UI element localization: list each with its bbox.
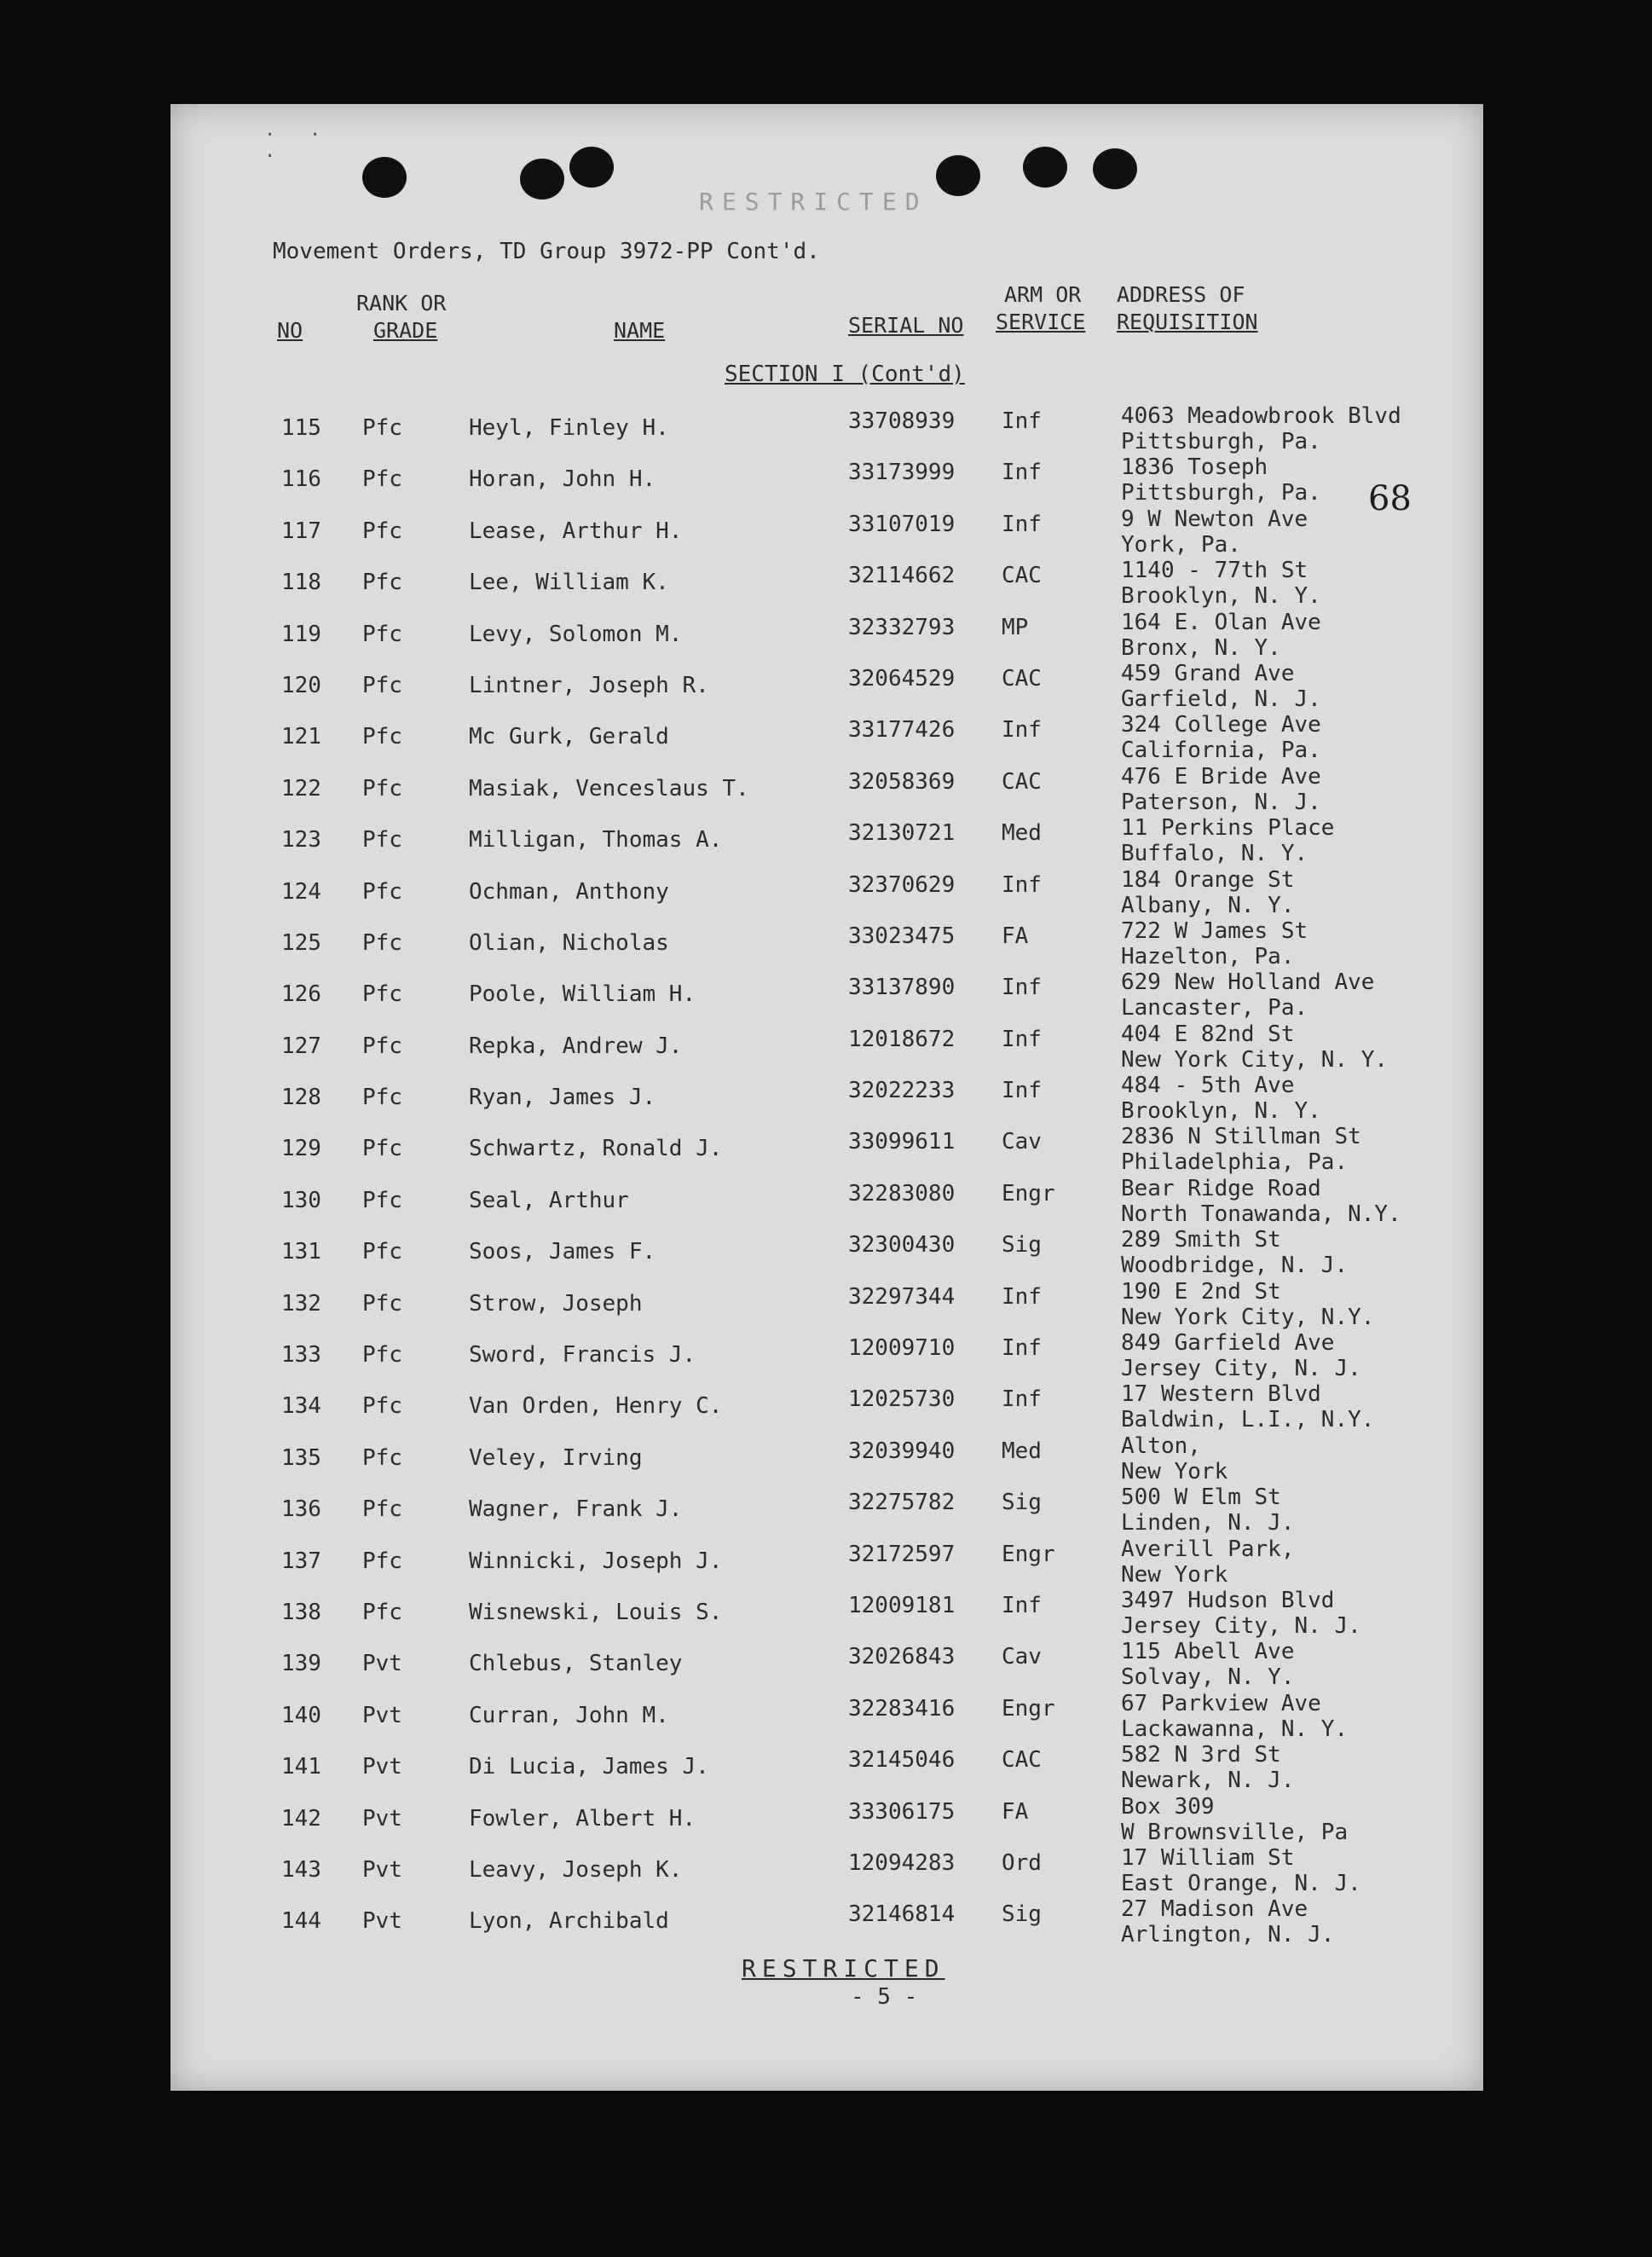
row-serial: 32064529 <box>848 665 956 692</box>
column-header-name-text: NAME <box>614 318 666 343</box>
row-name: Ryan, James J. <box>469 1085 656 1111</box>
row-rank: Pfc <box>362 1033 402 1059</box>
row-number: 117 <box>281 518 321 544</box>
row-address-line1: 11 Perkins Place <box>1121 815 1335 842</box>
column-header-rank-line1: RANK OR <box>356 291 447 315</box>
row-rank: Pvt <box>362 1805 402 1832</box>
row-address-line2: York, Pa. <box>1121 531 1241 558</box>
row-serial: 12009710 <box>848 1335 956 1362</box>
row-name: Van Orden, Henry C. <box>469 1393 723 1420</box>
punch-hole <box>520 159 564 200</box>
row-address-line2: Philadelphia, Pa. <box>1121 1149 1349 1176</box>
row-address-line2: Jersey City, N. J. <box>1121 1356 1361 1382</box>
row-address-line1: 1836 Toseph <box>1121 454 1268 481</box>
row-rank: Pvt <box>362 1908 402 1935</box>
row-name: Lee, William K. <box>469 570 669 596</box>
row-address-line2: Lancaster, Pa. <box>1121 995 1308 1021</box>
row-serial: 32114662 <box>848 563 956 589</box>
row-address-line2: California, Pa. <box>1121 738 1321 764</box>
row-number: 144 <box>281 1908 321 1935</box>
row-address-line1: 849 Garfield Ave <box>1121 1330 1335 1357</box>
row-address-line2: Solvay, N. Y. <box>1121 1664 1295 1691</box>
column-header-rank-line2: GRADE <box>373 318 438 343</box>
row-name: Horan, John H. <box>469 466 656 493</box>
row-number: 119 <box>281 621 321 647</box>
row-arm-service: Cav <box>1002 1644 1042 1670</box>
row-address-line2: East Orange, N. J. <box>1121 1870 1361 1896</box>
column-header-address-line1: ADDRESS OF <box>1117 282 1245 307</box>
row-arm-service: Sig <box>1002 1232 1042 1259</box>
row-serial: 32022233 <box>848 1078 956 1104</box>
row-name: Poole, William H. <box>469 981 696 1008</box>
row-arm-service: Inf <box>1002 1283 1042 1310</box>
row-serial: 33099611 <box>848 1129 956 1155</box>
row-number: 130 <box>281 1187 321 1213</box>
row-number: 133 <box>281 1342 321 1369</box>
row-address-line1: 115 Abell Ave <box>1121 1639 1295 1665</box>
row-number: 121 <box>281 724 321 750</box>
row-number: 137 <box>281 1548 321 1574</box>
row-number: 128 <box>281 1085 321 1111</box>
table-row <box>170 1742 1483 1805</box>
column-header-name <box>614 317 665 344</box>
row-address-line2: Brooklyn, N. Y. <box>1121 583 1321 610</box>
row-number: 136 <box>281 1496 321 1523</box>
table-row <box>170 1227 1483 1290</box>
row-address-line2: Jersey City, N. J. <box>1121 1612 1361 1639</box>
table-row <box>170 403 1483 466</box>
column-header-no-text: NO <box>277 318 303 343</box>
row-address-line2: Hazelton, Pa. <box>1121 943 1295 969</box>
table-row <box>170 1175 1483 1239</box>
row-arm-service: Inf <box>1002 871 1042 898</box>
row-rank: Pfc <box>362 1239 402 1265</box>
row-arm-service: Inf <box>1002 1592 1042 1618</box>
row-serial: 32297344 <box>848 1283 956 1310</box>
row-arm-service: Sig <box>1002 1901 1042 1928</box>
row-arm-service: CAC <box>1002 768 1042 795</box>
row-serial: 12025730 <box>848 1386 956 1413</box>
row-arm-service: Sig <box>1002 1490 1042 1516</box>
row-rank: Pfc <box>362 724 402 750</box>
row-rank: Pvt <box>362 1651 402 1677</box>
row-number: 123 <box>281 827 321 854</box>
row-address-line1: 324 College Ave <box>1121 712 1321 738</box>
row-name: Ochman, Anthony <box>469 878 669 905</box>
row-address-line2: Arlington, N. J. <box>1121 1922 1335 1948</box>
row-number: 132 <box>281 1290 321 1317</box>
row-address-line2: Albany, N. Y. <box>1121 892 1295 918</box>
row-name: Wisnewski, Louis S. <box>469 1599 723 1625</box>
row-address-line2: W Brownsville, Pa <box>1121 1819 1349 1845</box>
punch-hole <box>1093 148 1137 189</box>
row-serial: 32283080 <box>848 1180 956 1207</box>
punch-hole <box>1023 147 1067 188</box>
row-number: 125 <box>281 929 321 956</box>
row-serial: 32026843 <box>848 1644 956 1670</box>
row-rank: Pvt <box>362 1702 402 1728</box>
row-serial: 32300430 <box>848 1232 956 1259</box>
row-name: Lyon, Archibald <box>469 1908 669 1935</box>
row-address-line2: Woodbridge, N. J. <box>1121 1253 1349 1279</box>
punch-hole <box>569 147 614 188</box>
row-rank: Pfc <box>362 518 402 544</box>
row-rank: Pfc <box>362 1393 402 1420</box>
row-address-line2: Newark, N. J. <box>1121 1768 1295 1794</box>
page-number: - 5 - <box>851 1984 918 2010</box>
table-row <box>170 1690 1483 1754</box>
row-arm-service: Inf <box>1002 1386 1042 1413</box>
row-number: 127 <box>281 1033 321 1059</box>
row-rank: Pfc <box>362 878 402 905</box>
row-serial: 32130721 <box>848 820 956 847</box>
row-number: 122 <box>281 775 321 802</box>
row-address-line1: Box 309 <box>1121 1793 1215 1820</box>
row-address-line1: 404 E 82nd St <box>1121 1021 1295 1047</box>
row-number: 139 <box>281 1651 321 1677</box>
row-serial: 33107019 <box>848 511 956 537</box>
row-address-line2: New York City, N. Y. <box>1121 1046 1389 1073</box>
row-address-line2: Buffalo, N. Y. <box>1121 841 1308 867</box>
row-number: 135 <box>281 1444 321 1471</box>
row-arm-service: Inf <box>1002 1335 1042 1362</box>
row-address-line1: 2836 N Stillman St <box>1121 1124 1361 1150</box>
row-name: Masiak, Venceslaus T. <box>469 775 749 802</box>
row-number: 118 <box>281 570 321 596</box>
row-number: 142 <box>281 1805 321 1832</box>
row-rank: Pvt <box>362 1754 402 1780</box>
row-serial: 32146814 <box>848 1901 956 1928</box>
column-header-arm-line1: ARM OR <box>1004 282 1082 307</box>
row-serial: 32332793 <box>848 614 956 640</box>
row-serial: 12018672 <box>848 1026 956 1052</box>
row-arm-service: FA <box>1002 1798 1029 1825</box>
row-arm-service: Inf <box>1002 1078 1042 1104</box>
row-address-line1: Alton, <box>1121 1432 1201 1459</box>
row-number: 116 <box>281 466 321 493</box>
row-address-line2: New York City, N.Y. <box>1121 1304 1375 1330</box>
row-number: 143 <box>281 1856 321 1883</box>
row-rank: Pfc <box>362 1548 402 1574</box>
row-number: 120 <box>281 672 321 698</box>
row-arm-service: Inf <box>1002 717 1042 744</box>
row-number: 115 <box>281 415 321 441</box>
row-address-line1: 629 New Holland Ave <box>1121 969 1375 996</box>
row-address-line1: 722 W James St <box>1121 917 1308 944</box>
row-name: Heyl, Finley H. <box>469 415 669 441</box>
row-address-line1: 1140 - 77th St <box>1121 558 1308 584</box>
row-arm-service: Med <box>1002 1438 1042 1464</box>
movement-orders-title: Movement Orders, TD Group 3972-PP Cont'd. <box>273 239 820 264</box>
row-serial: 33177426 <box>848 717 956 744</box>
column-header-address-line2: REQUISITION <box>1117 310 1258 334</box>
row-address-line1: 582 N 3rd St <box>1121 1742 1281 1768</box>
row-arm-service: Ord <box>1002 1849 1042 1876</box>
row-address-line2: Baldwin, L.I., N.Y. <box>1121 1407 1375 1433</box>
row-rank: Pfc <box>362 1496 402 1523</box>
row-rank: Pfc <box>362 827 402 854</box>
row-address-line1: 27 Madison Ave <box>1121 1896 1308 1923</box>
row-serial: 12009181 <box>848 1592 956 1618</box>
row-address-line2: New York <box>1121 1458 1228 1484</box>
row-number: 140 <box>281 1702 321 1728</box>
row-arm-service: Inf <box>1002 511 1042 537</box>
row-name: Strow, Joseph <box>469 1290 643 1317</box>
margin-marks: . . . <box>264 119 321 162</box>
row-number: 134 <box>281 1393 321 1420</box>
row-address-line1: 4063 Meadowbrook Blvd <box>1121 403 1401 429</box>
row-address-line1: 500 W Elm St <box>1121 1484 1281 1511</box>
row-name: Lease, Arthur H. <box>469 518 683 544</box>
row-name: Leavy, Joseph K. <box>469 1856 683 1883</box>
table-row <box>170 1381 1483 1444</box>
row-serial: 33173999 <box>848 460 956 486</box>
row-rank: Pfc <box>362 1599 402 1625</box>
row-name: Mc Gurk, Gerald <box>469 724 669 750</box>
row-address-line1: 476 E Bride Ave <box>1121 763 1321 790</box>
row-serial: 33137890 <box>848 975 956 1001</box>
row-arm-service: MP <box>1002 614 1029 640</box>
row-serial: 32172597 <box>848 1541 956 1567</box>
row-arm-service: Inf <box>1002 975 1042 1001</box>
row-arm-service: Engr <box>1002 1180 1055 1207</box>
row-arm-service: Engr <box>1002 1695 1055 1722</box>
row-address-line2: North Tonawanda, N.Y. <box>1121 1201 1401 1227</box>
column-header-arm <box>996 281 1085 336</box>
row-address-line2: Pittsburgh, Pa. <box>1121 429 1321 454</box>
column-header-serial-text: SERIAL NO <box>848 313 964 338</box>
row-name: Chlebus, Stanley <box>469 1651 683 1677</box>
row-rank: Pfc <box>362 775 402 802</box>
row-address-line2: Paterson, N. J. <box>1121 789 1321 815</box>
row-rank: Pfc <box>362 1342 402 1369</box>
row-serial: 32058369 <box>848 768 956 795</box>
row-rank: Pfc <box>362 981 402 1008</box>
table-row <box>170 1896 1483 1959</box>
row-address-line1: 17 Western Blvd <box>1121 1381 1321 1408</box>
row-arm-service: Cav <box>1002 1129 1042 1155</box>
column-header-address <box>1117 281 1258 336</box>
row-address-line1: 9 W Newton Ave <box>1121 506 1308 532</box>
row-serial: 32039940 <box>848 1438 956 1464</box>
row-name: Milligan, Thomas A. <box>469 827 723 854</box>
row-address-line1: 3497 Hudson Blvd <box>1121 1587 1335 1613</box>
row-serial: 12094283 <box>848 1849 956 1876</box>
row-address-line2: Pittsburgh, Pa. <box>1121 480 1321 506</box>
row-address-line1: 190 E 2nd St <box>1121 1278 1281 1305</box>
row-serial: 32145046 <box>848 1747 956 1774</box>
table-row <box>170 1432 1483 1496</box>
row-address-line1: Averill Park, <box>1121 1536 1295 1562</box>
row-serial: 33306175 <box>848 1798 956 1825</box>
row-rank: Pfc <box>362 1290 402 1317</box>
row-name: Di Lucia, James J. <box>469 1754 709 1780</box>
column-header-rank <box>356 290 446 344</box>
column-header-serial <box>848 312 963 339</box>
row-address-line2: Bronx, N. Y. <box>1121 634 1281 661</box>
row-name: Fowler, Albert H. <box>469 1805 696 1832</box>
row-serial: 32370629 <box>848 871 956 898</box>
row-address-line2: Linden, N. J. <box>1121 1510 1295 1536</box>
row-address-line2: Brooklyn, N. Y. <box>1121 1098 1321 1125</box>
row-address-line2: New York <box>1121 1561 1228 1588</box>
row-serial: 33023475 <box>848 923 956 949</box>
row-address-line1: 289 Smith St <box>1121 1227 1281 1253</box>
row-address-line1: 459 Grand Ave <box>1121 660 1295 686</box>
row-address-line1: 17 William St <box>1121 1844 1295 1871</box>
row-address-line1: 164 E. Olan Ave <box>1121 609 1321 635</box>
row-address-line1: 67 Parkview Ave <box>1121 1690 1321 1716</box>
row-name: Wagner, Frank J. <box>469 1496 683 1523</box>
row-arm-service: CAC <box>1002 665 1042 692</box>
row-number: 138 <box>281 1599 321 1625</box>
row-arm-service: Inf <box>1002 1026 1042 1052</box>
row-number: 129 <box>281 1136 321 1162</box>
row-arm-service: CAC <box>1002 1747 1042 1774</box>
row-arm-service: FA <box>1002 923 1029 949</box>
row-rank: Pfc <box>362 672 402 698</box>
row-arm-service: Inf <box>1002 408 1042 434</box>
row-address-line2: Lackawanna, N. Y. <box>1121 1716 1349 1742</box>
page-mark: 68 <box>1368 479 1412 518</box>
row-arm-service: CAC <box>1002 563 1042 589</box>
row-rank: Pfc <box>362 1187 402 1213</box>
row-rank: Pvt <box>362 1856 402 1883</box>
column-header-arm-line2: SERVICE <box>996 310 1086 334</box>
row-rank: Pfc <box>362 1444 402 1471</box>
row-rank: Pfc <box>362 621 402 647</box>
row-address-line1: Bear Ridge Road <box>1121 1175 1321 1201</box>
section-heading: SECTION I (Cont'd) <box>725 362 965 387</box>
row-name: Veley, Irving <box>469 1444 643 1471</box>
footer-restricted: RESTRICTED <box>742 1954 945 1982</box>
row-name: Levy, Solomon M. <box>469 621 683 647</box>
row-name: Repka, Andrew J. <box>469 1033 683 1059</box>
row-number: 124 <box>281 878 321 905</box>
row-name: Curran, John M. <box>469 1702 669 1728</box>
document-page <box>170 104 1483 2091</box>
row-name: Schwartz, Ronald J. <box>469 1136 723 1162</box>
row-name: Seal, Arthur <box>469 1187 629 1213</box>
punch-hole <box>936 155 980 196</box>
row-serial: 32275782 <box>848 1490 956 1516</box>
row-arm-service: Inf <box>1002 460 1042 486</box>
row-address-line1: 184 Orange St <box>1121 866 1295 893</box>
restricted-stamp: RESTRICTED <box>699 188 928 216</box>
row-rank: Pfc <box>362 1085 402 1111</box>
row-serial: 32283416 <box>848 1695 956 1722</box>
row-number: 126 <box>281 981 321 1008</box>
row-name: Olian, Nicholas <box>469 929 669 956</box>
row-rank: Pfc <box>362 929 402 956</box>
row-rank: Pfc <box>362 1136 402 1162</box>
row-serial: 33708939 <box>848 408 956 434</box>
row-name: Sword, Francis J. <box>469 1342 696 1369</box>
row-rank: Pfc <box>362 466 402 493</box>
row-arm-service: Med <box>1002 820 1042 847</box>
row-rank: Pfc <box>362 415 402 441</box>
row-number: 141 <box>281 1754 321 1780</box>
row-name: Winnicki, Joseph J. <box>469 1548 723 1574</box>
row-name: Soos, James F. <box>469 1239 656 1265</box>
row-name: Lintner, Joseph R. <box>469 672 709 698</box>
punch-hole <box>362 157 407 198</box>
row-arm-service: Engr <box>1002 1541 1055 1567</box>
roster-list <box>170 403 1483 1960</box>
column-header-no <box>277 317 303 344</box>
row-address-line1: 484 - 5th Ave <box>1121 1073 1295 1099</box>
row-address-line2: Garfield, N. J. <box>1121 686 1321 712</box>
row-number: 131 <box>281 1239 321 1265</box>
row-rank: Pfc <box>362 570 402 596</box>
